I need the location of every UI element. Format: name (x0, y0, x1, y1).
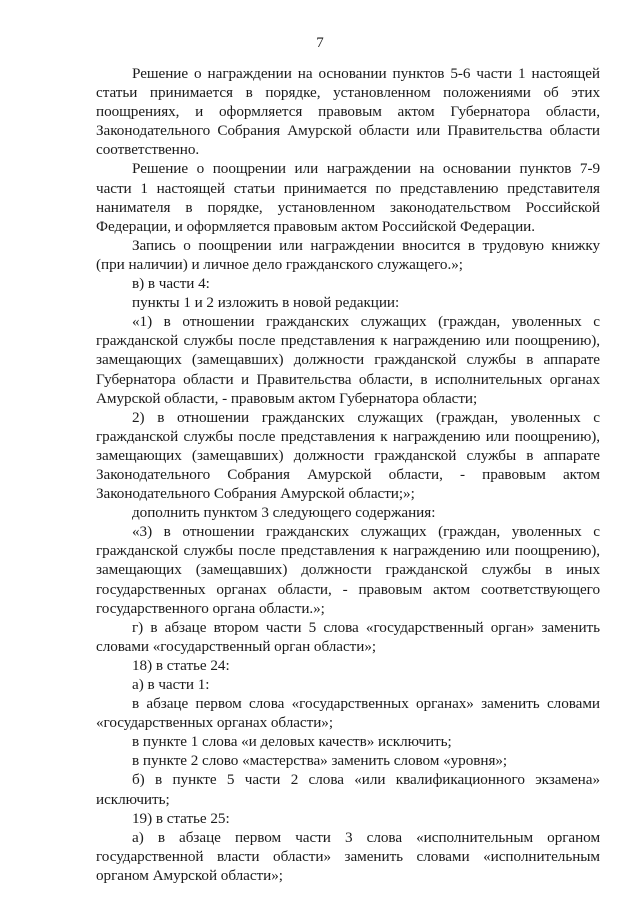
document-body (96, 64, 600, 885)
paragraph: 19) в статье 25: (132, 809, 230, 827)
paragraph: дополнить пунктом 3 следующего содержания: (132, 504, 436, 522)
paragraph: б) в пункте 5 части 2 слова «или квалификационного экзамена» исключить; (96, 771, 600, 808)
paragraph: в пункте 1 слова «и деловых качеств» исключить; (132, 733, 452, 751)
paragraph: г) в абзаце втором части 5 слова «государственный орган» заменить словами «государственный орган области»; (96, 618, 600, 655)
paragraph: Решение о поощрении или награждении на основании пунктов 7-9 части 1 настоящей статьи принимается по представлению представителя нанимателя в порядке, установленном законодательством Российской Федерации, и оформляется правовым актом Российской Федерации. (96, 160, 600, 235)
paragraph: пункты 1 и 2 изложить в новой редакции: (132, 294, 400, 312)
paragraph: а) в абзаце первом части 3 слова «исполнительным органом государственной власти области» заменить словами «исполнительным органом Амурской области»; (96, 828, 600, 884)
paragraph: «1) в отношении гражданских служащих (граждан, уволенных с гражданской службы после представления к награждению или поощрению), замещающих (замещавших) должности гражданской службы в аппарате Губернатора области и Правительства области, в исполнительных органах Амурской области, - правовым актом Губернатора области; (96, 313, 600, 407)
paragraph: в пункте 2 слово «мастерства» заменить словом «уровня»; (132, 752, 508, 770)
paragraph: «3) в отношении гражданских служащих (граждан, уволенных с гражданской службы после представления к награждению или поощрению), замещающих (замещавших) должности гражданской службы в иных государственных органах области, - правовым актом соответствующего государственного органа области.»; (96, 523, 600, 617)
page-number: 7 (316, 35, 324, 51)
paragraph: в абзаце первом слова «государственных органах» заменить словами «государственных органах области»; (96, 695, 600, 732)
paragraph: а) в части 1: (132, 676, 210, 693)
paragraph: Решение о награждении на основании пунктов 5-6 части 1 настоящей статьи принимается в порядке, установленном положениями об этих поощрениях, и оформляется правовым актом Губернатора области, Законодательного Собрания Амурской области или Правительства области соответственно. (96, 65, 600, 159)
paragraph: в) в части 4: (132, 275, 210, 293)
paragraph: 2) в отношении гражданских служащих (граждан, уволенных с гражданской службы после представления к награждению или поощрению), замещающих (замещавших) должности гражданской службы в аппарате Законодательного Собрания Амурской области, - правовым актом Законодательного Собрания Амурской области;»; (96, 408, 600, 503)
paragraph: Запись о поощрении или награждении вносится в трудовую книжку (при наличии) и личное дело гражданского служащего.»; (96, 236, 600, 273)
paragraph: 18) в статье 24: (132, 656, 230, 674)
